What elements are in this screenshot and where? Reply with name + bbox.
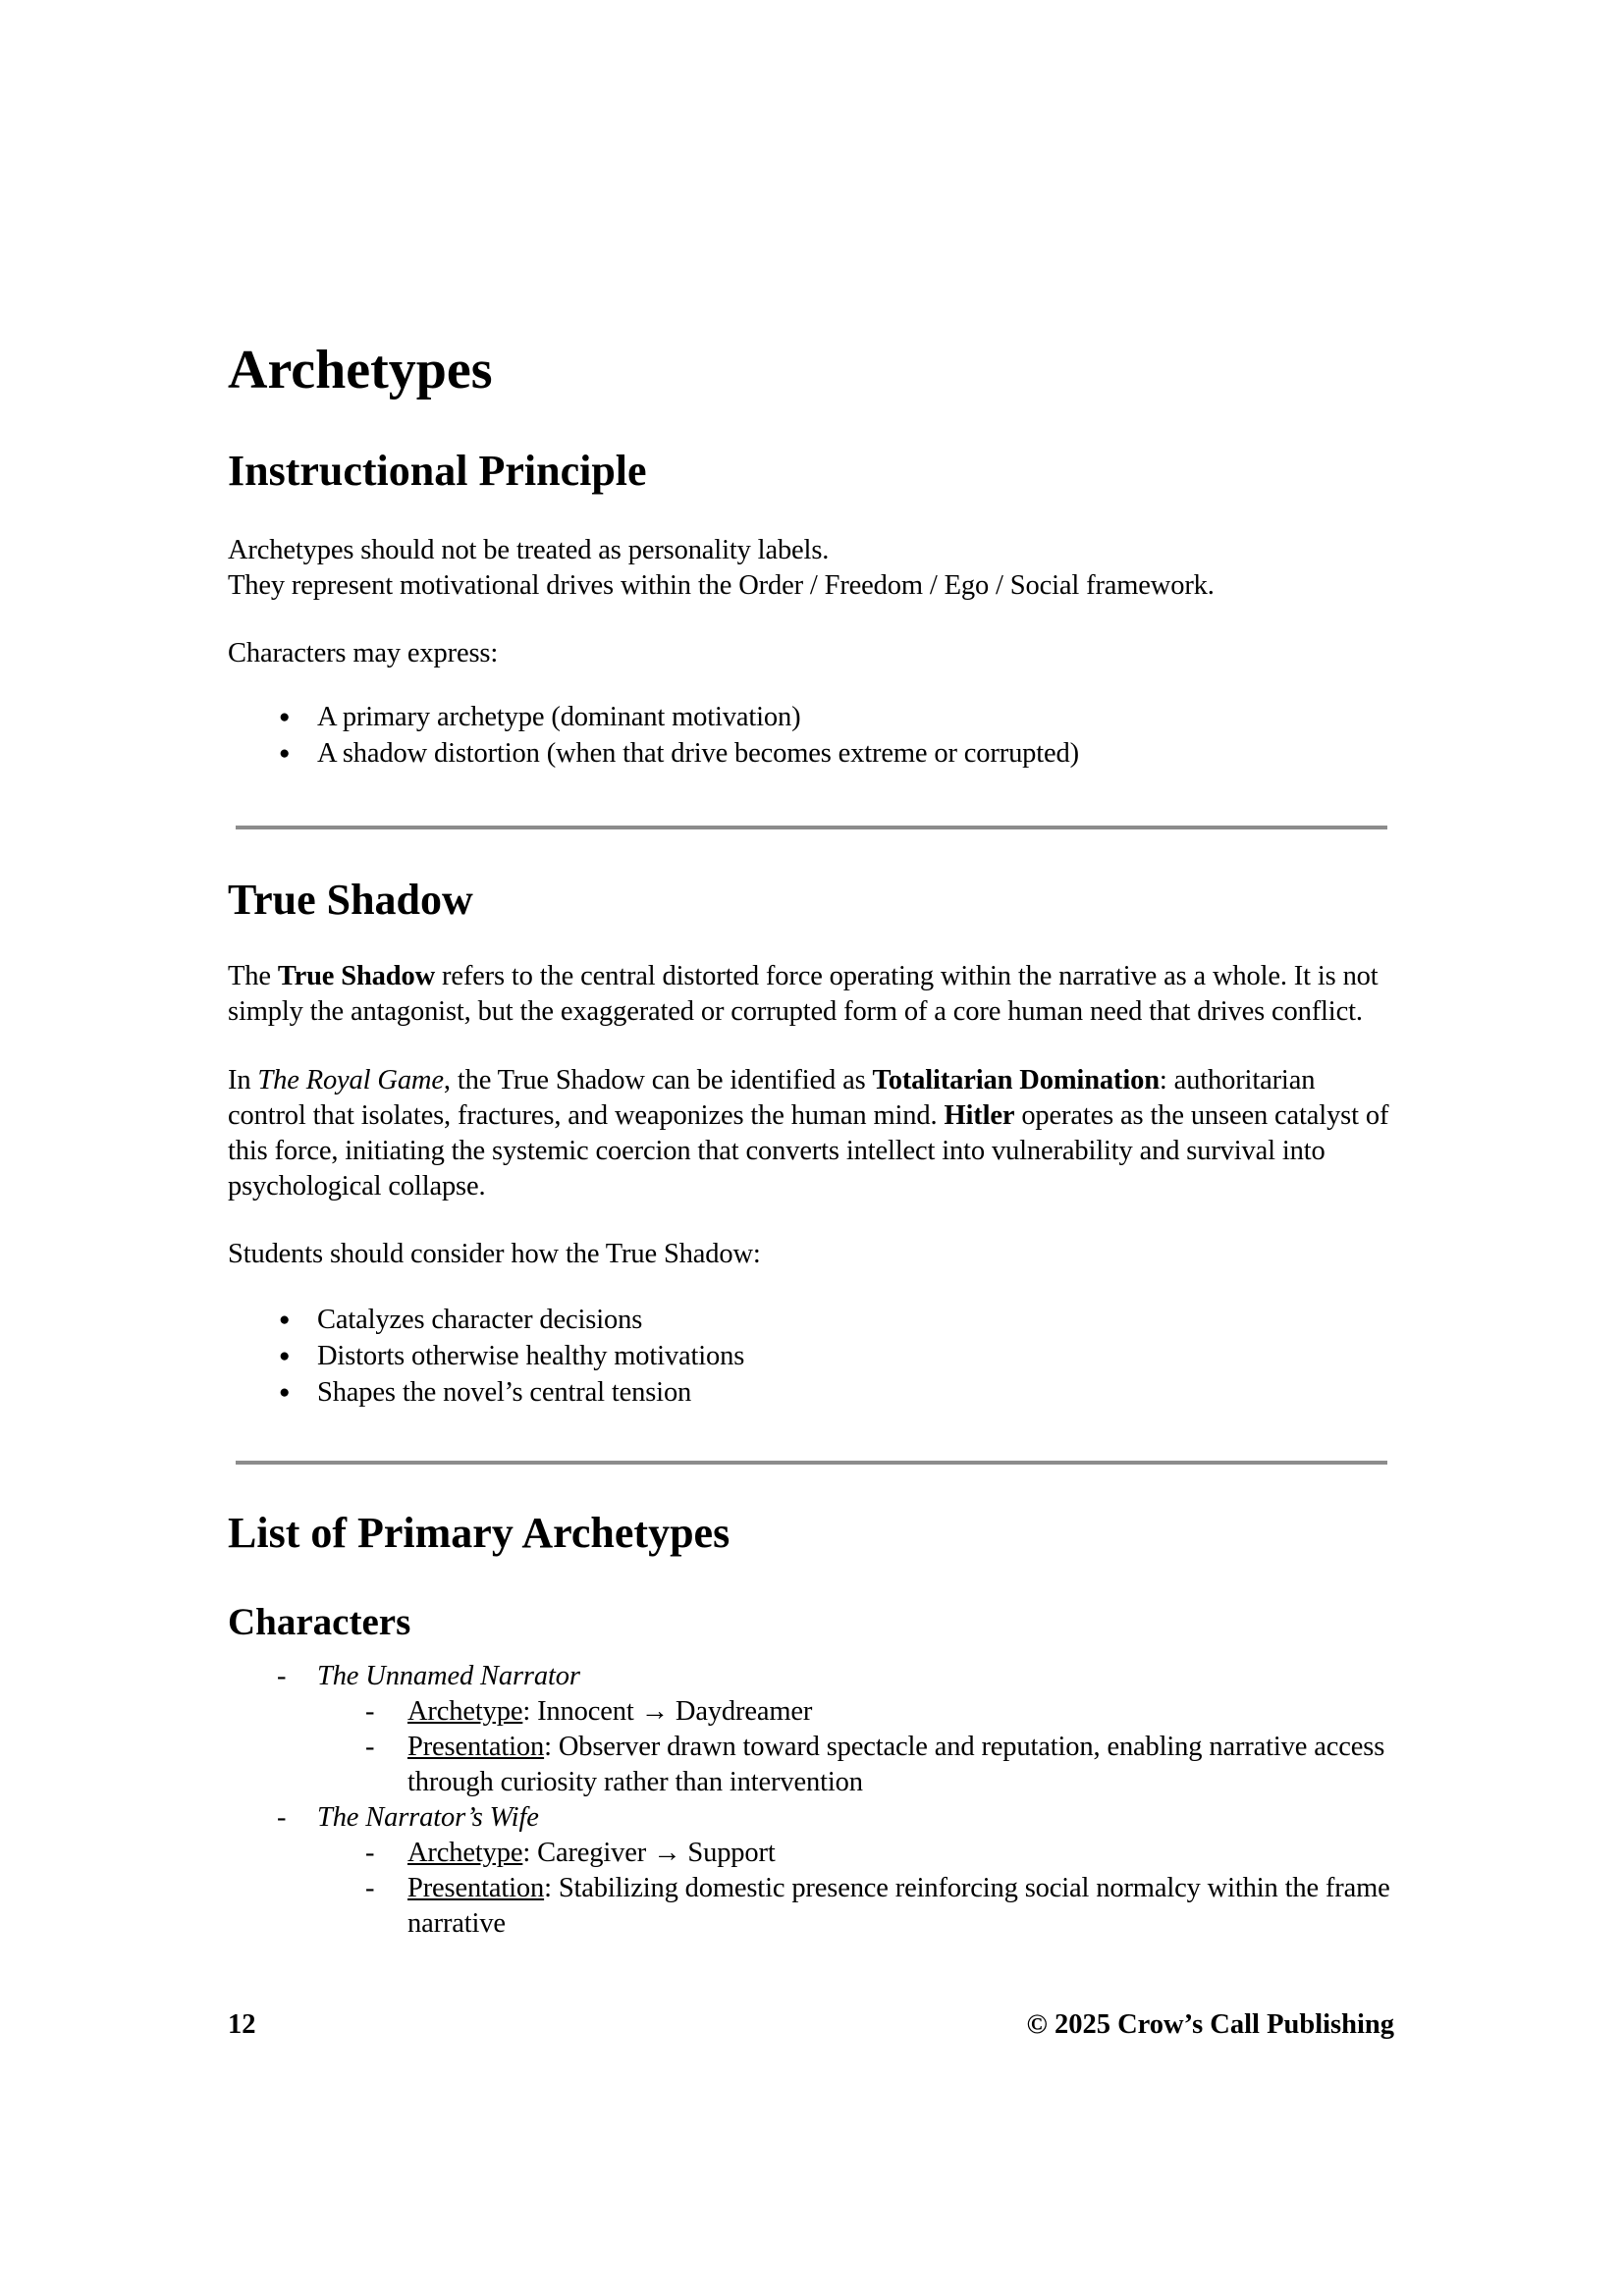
section-heading-true-shadow: True Shadow (228, 876, 473, 924)
paragraph-students-consider: Students should consider how the True Shadow: (228, 1239, 761, 1269)
list-item: ● A shadow distortion (when that drive becomes extreme or corrupted) (228, 736, 1394, 772)
section-heading-list-of-primary-archetypes: List of Primary Archetypes (228, 1509, 730, 1557)
presentation-value: : Observer drawn toward spectacle and reputation, enabling narrative access through curiosity rather than intervention (407, 1732, 1385, 1797)
bullet-list-true-shadow (228, 1303, 1394, 1412)
archetype-label: Archetype (407, 1696, 523, 1727)
list-item: ● A primary archetype (dominant motivation) (228, 700, 1394, 735)
list-item: ● Distorts otherwise healthy motivations (228, 1339, 1394, 1374)
text-run-bold: Hitler (944, 1100, 1015, 1131)
text-run: The (228, 961, 278, 991)
subsection-heading-characters: Characters (228, 1601, 411, 1643)
presentation-label: Presentation (407, 1873, 545, 1903)
bullet-list-express (228, 700, 1394, 773)
text-run: In (228, 1065, 258, 1095)
character-archetype (228, 1836, 1394, 1871)
horizontal-rule-2 (236, 1461, 1387, 1465)
presentation-value: : Stabilizing domestic presence reinforcing social normalcy within the frame narrative (407, 1873, 1390, 1939)
horizontal-rule-1 (236, 826, 1387, 829)
text-run-bold: Totalitarian Domination (872, 1065, 1160, 1095)
list-item: ● Catalyzes character decisions (228, 1303, 1394, 1338)
archetype-value: : Caregiver → Support (522, 1838, 776, 1868)
character-name: - The Unnamed Narrator (228, 1659, 1394, 1694)
archetype-value: : Innocent → Daydreamer (522, 1696, 813, 1727)
footer-page-number: 12 (228, 2009, 256, 2040)
paragraph-characters-may-express: Characters may express: (228, 638, 499, 668)
text-run-bold: True Shadow (277, 961, 435, 991)
paragraph-royal-game (228, 1063, 1394, 1204)
text-run: operates as the unseen catalyst of this force, initiating the systemic coercion that converts intellect into vulnerability and survival into psychological collapse. (228, 1100, 1389, 1201)
section-heading-instructional-principle: Instructional Principle (228, 447, 647, 495)
text-run-italic: The Royal Game (257, 1065, 444, 1095)
principle-line-1: Archetypes should not be treated as personality labels. (228, 535, 830, 565)
footer-copyright: © 2025 Crow’s Call Publishing (1026, 2009, 1394, 2040)
character-presentation (228, 1730, 1394, 1800)
text-run: : authoritarian control that isolates, fractures, and weaponizes the human mind. (228, 1065, 1316, 1131)
character-name: - The Narrator’s Wife (228, 1800, 1394, 1836)
principle-line-2: They represent motivational drives within the Order / Freedom / Ego / Social framework. (228, 570, 1215, 601)
character-presentation (228, 1871, 1394, 1942)
presentation-label: Presentation (407, 1732, 545, 1762)
character-list (228, 1659, 1394, 1942)
paragraph-principle (228, 533, 1394, 604)
text-run: refers to the central distorted force operating within the narrative as a whole. It is not simply the antagonist, but the exaggerated or corrupted form of a core human need that drives conflict. (228, 961, 1379, 1027)
archetype-label: Archetype (407, 1838, 523, 1868)
paragraph-true-shadow-definition (228, 959, 1394, 1030)
list-item: ● Shapes the novel’s central tension (228, 1375, 1394, 1411)
text-run: , the True Shadow can be identified as (443, 1065, 873, 1095)
character-archetype (228, 1694, 1394, 1730)
page-title: Archetypes (228, 340, 493, 400)
